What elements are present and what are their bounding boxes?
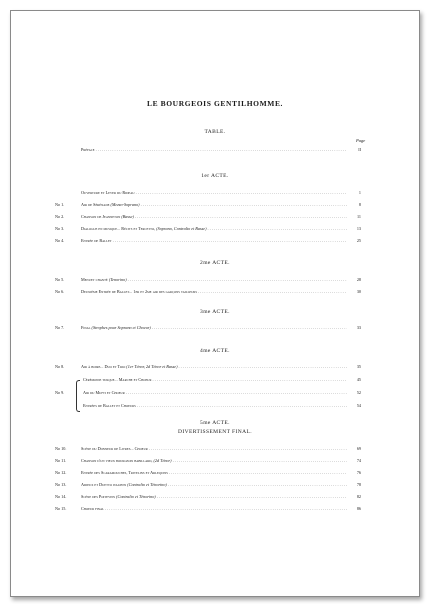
toc-entry[interactable]: No 15. Choeur final . . . 86	[55, 505, 361, 513]
toc-entry[interactable]: No 7. Final (Strophes pour Soprano et Choeur) . . . 33	[55, 324, 361, 332]
toc-entry[interactable]: No 4. Entrée de Ballet . . . 25	[55, 237, 361, 245]
page-column-label: Page	[356, 138, 366, 143]
toc-entry[interactable]: Préface . . . II	[55, 146, 361, 154]
table-heading: TABLE.	[204, 129, 226, 135]
toc-entry[interactable]: No 2. Chanson de Jeanneton (Basse) . . . 11	[55, 213, 361, 221]
act-1-heading: 1er ACTE.	[201, 173, 229, 179]
document-page	[10, 10, 420, 597]
toc-entry[interactable]: No 5. Menuet chanté (Tenorino) . . . 28	[55, 276, 361, 284]
toc-entry[interactable]: No 12. Entrée des Scaramouches, Trivelins et Arlequins . . . 76	[55, 469, 361, 477]
toc-entry[interactable]: Cérémonie turque... Marche et Choeur . . . 45	[55, 376, 361, 384]
toc-entry[interactable]: No 14. Scène des Poitevins (Contralto et Ténorino) . . . 82	[55, 493, 361, 501]
toc-entry[interactable]: No 11. Chanson d'un vieux bourgeois babillard, (2d Ténor) . . . 74	[55, 457, 361, 465]
document-title: LE BOURGEOIS GENTILHOMME.	[146, 99, 284, 108]
act-4-heading: 4me ACTE.	[200, 348, 230, 354]
act-5-subheading: DIVERTISSEMENT FINAL.	[178, 429, 252, 435]
toc-entry[interactable]: No 9. Air du Mufti et Choeur . . . 52	[55, 389, 361, 397]
toc-entry[interactable]: Ouverture et Lever du Rideau . . . 1	[55, 189, 361, 197]
toc-entry[interactable]: No 8. Air à boire... Duo et Trio (1er Ténor, 2d Ténor et Basse) . . . 35	[55, 363, 361, 371]
act-5-heading: 5me ACTE.	[200, 420, 230, 426]
act-3-heading: 3me ACTE.	[200, 309, 230, 315]
toc-entry[interactable]: No 1. Air de Sérénade (Mezzo-Soprano) . . . 8	[55, 201, 361, 209]
toc-entry[interactable]: No 10. Scène du Donneur de Livres... Choeur . . . 69	[55, 445, 361, 453]
toc-entry[interactable]: No 3. Dialogue en musique... Récits et Tercetto, (Soprano, Contralto et Basse) . . . 13	[55, 225, 361, 233]
toc-entry[interactable]: No 13. Adieux et Duetto italiens (Contralto et Ténorino) . . . 78	[55, 481, 361, 489]
toc-entry[interactable]: Entrées de Ballet et Choeurs . . . 54	[55, 402, 361, 410]
toc-entry[interactable]: No 6. Deuxième Entrée de Ballet... 1er et 2me air des garçons tailleurs . . . 30	[55, 288, 361, 296]
act-2-heading: 2me ACTE.	[200, 260, 230, 266]
